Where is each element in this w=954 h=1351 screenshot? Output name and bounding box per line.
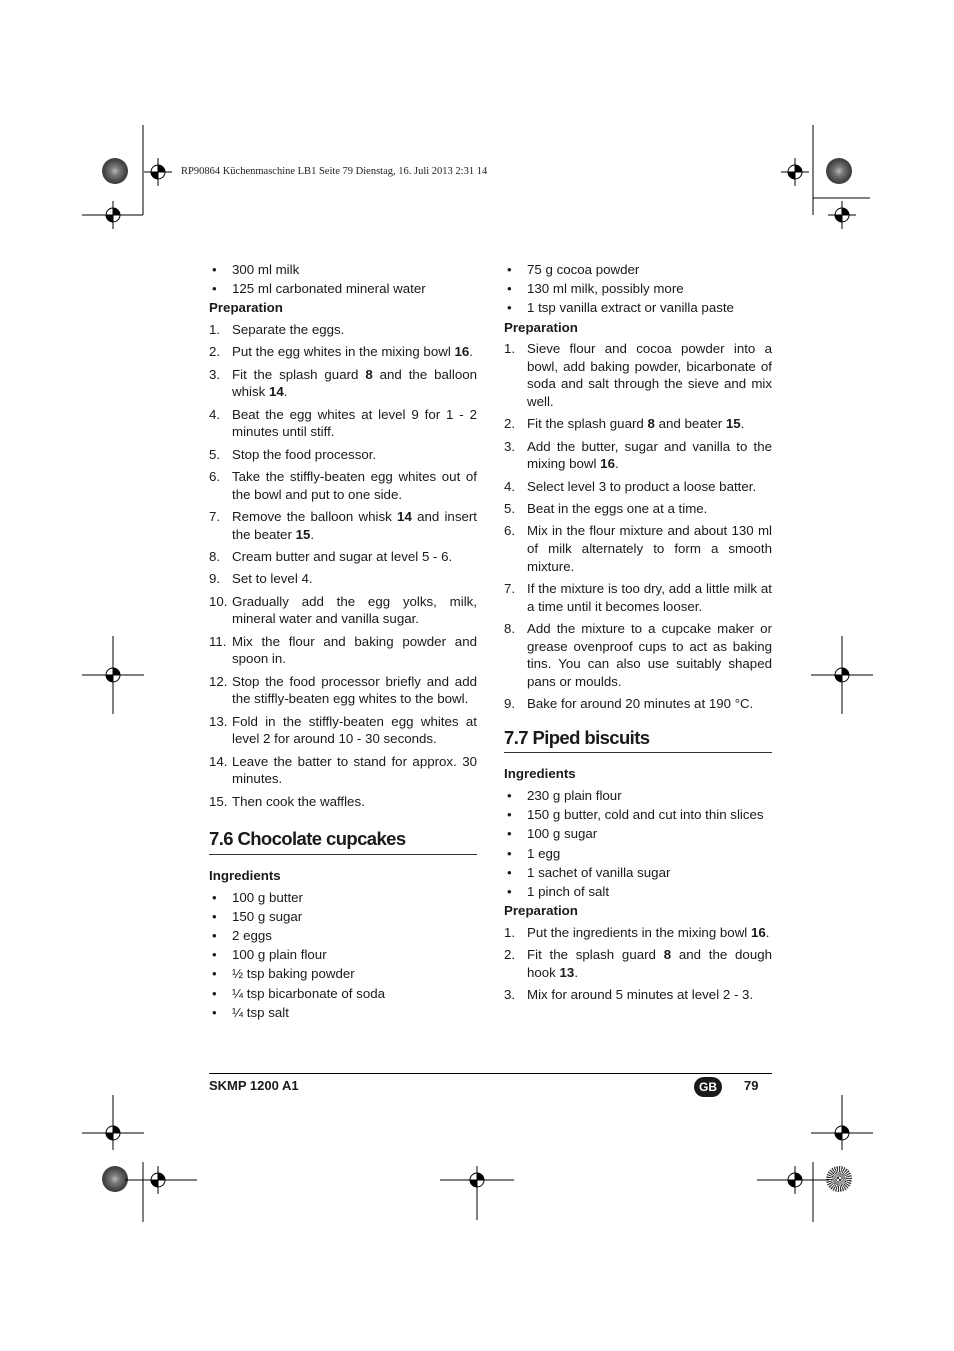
step-text: Stop the food processor briefly and add the stiffly-beaten egg whites to the bowl.: [232, 673, 477, 707]
step-number: 9.: [504, 696, 516, 712]
step-number: 4.: [209, 406, 221, 422]
preparation-heading: Preparation: [504, 903, 578, 919]
ingredients-heading: Ingredients: [504, 766, 576, 782]
preparation-heading: Preparation: [504, 319, 578, 335]
step-text: If the mixture is too dry, add a little milk at a time until it becomes looser.: [527, 581, 772, 614]
step-number: 8.: [209, 549, 221, 565]
step-item: [209, 366, 477, 401]
step-item: [504, 924, 772, 942]
step-number: 1.: [504, 341, 516, 357]
footer-rule: [209, 1073, 772, 1074]
list-item: • 2 eggs: [209, 927, 477, 945]
step-item: [504, 522, 772, 575]
step-item: [209, 406, 477, 441]
step-text: Bake for around 20 minutes at 190 °C.: [527, 696, 754, 712]
step-item: [504, 478, 772, 496]
step-item: [504, 500, 772, 518]
step-number: 2.: [504, 416, 516, 432]
step-item: [209, 673, 477, 708]
step-number: 10.: [209, 593, 228, 609]
step-item: [209, 446, 477, 464]
language-badge: GB: [694, 1077, 722, 1097]
list-item: • 75 g cocoa powder: [504, 261, 772, 279]
step-item: [504, 986, 772, 1004]
step-text: Fit the splash guard 8 and the dough hook 13.: [527, 947, 772, 980]
list-item: • 150 g butter, cold and cut into thin slices: [504, 806, 772, 824]
step-text: Separate the eggs.: [232, 321, 345, 337]
step-number: 1.: [209, 321, 221, 337]
list-item: • 150 g sugar: [209, 908, 477, 926]
step-text: Put the ingredients in the mixing bowl 16.: [527, 924, 770, 940]
step-item: [504, 580, 772, 615]
footer-model: SKMP 1200 A1: [209, 1078, 299, 1093]
page-number: 79: [744, 1078, 759, 1093]
step-number: 8.: [504, 621, 516, 637]
step-number: 9.: [209, 571, 221, 587]
step-item: [209, 713, 477, 748]
step-text: Beat the egg whites at level 9 for 1 - 2 minutes until stiff.: [232, 406, 477, 440]
step-item: [209, 793, 477, 811]
step-item: [209, 548, 477, 566]
step-number: 12.: [209, 673, 228, 689]
right-column: [504, 261, 772, 1008]
step-item: [504, 415, 772, 433]
list-item: • 1 sachet of vanilla sugar: [504, 864, 772, 882]
step-text: Add the mixture to a cupcake maker or grease ovenproof cups to act as baking tins. You can also use suitably shaped pans or moulds.: [527, 621, 772, 689]
step-number: 13.: [209, 713, 228, 729]
step-number: 7.: [504, 581, 516, 597]
step-number: 2.: [209, 344, 221, 360]
step-text: Mix in the flour mixture and about 130 ml of milk alternately to form a smooth mixture.: [527, 523, 772, 574]
step-item: [504, 946, 772, 981]
list-item: • 100 g plain flour: [209, 946, 477, 964]
step-text: Take the stiffly-beaten egg whites out of the bowl and put to one side.: [232, 469, 477, 502]
list-item: • 1 tsp vanilla extract or vanilla paste: [504, 299, 772, 317]
step-text: Sieve flour and cocoa powder into a bowl, add baking powder, bicarbonate of soda and salt through the sieve and mix well.: [527, 341, 772, 409]
print-slug: RP90864 Küchenmaschine LB1 Seite 79 Dienstag, 16. Juli 2013 2:31 14: [181, 166, 488, 177]
step-number: 6.: [504, 523, 516, 539]
step-text: Set to level 4.: [232, 571, 313, 587]
step-text: Mix the flour and baking powder and spoon in.: [232, 633, 477, 667]
step-text: Remove the balloon whisk 14 and insert the beater 15.: [232, 509, 477, 542]
step-number: 5.: [209, 446, 221, 462]
list-item: • 130 ml milk, possibly more: [504, 280, 772, 298]
step-number: 15.: [209, 793, 228, 809]
waffle-steps: [209, 321, 477, 810]
step-number: 3.: [504, 987, 516, 1003]
step-text: Gradually add the egg yolks, milk, mineral water and vanilla sugar.: [232, 593, 477, 627]
step-number: 6.: [209, 469, 221, 485]
step-item: [209, 570, 477, 588]
step-number: 3.: [504, 438, 516, 454]
list-item: • 125 ml carbonated mineral water: [209, 280, 477, 298]
step-number: 4.: [504, 478, 516, 494]
section-title-chocolate-cupcakes: 7.6 Chocolate cupcakes: [209, 830, 477, 855]
list-item: • 100 g butter: [209, 889, 477, 907]
step-number: 11.: [209, 633, 227, 649]
step-number: 5.: [504, 501, 516, 517]
step-item: [209, 468, 477, 503]
step-number: 1.: [504, 924, 516, 940]
step-item: [209, 753, 477, 788]
left-column: [209, 261, 477, 1023]
step-item: [209, 321, 477, 339]
list-item: • 300 ml milk: [209, 261, 477, 279]
step-number: 3.: [209, 366, 221, 382]
step-text: Beat in the eggs one at a time.: [527, 501, 708, 517]
step-text: Mix for around 5 minutes at level 2 - 3.: [527, 987, 754, 1003]
ingredients-heading: Ingredients: [209, 867, 281, 883]
list-item: • ¼ tsp bicarbonate of soda: [209, 985, 477, 1003]
step-text: Fold in the stiffly-beaten egg whites at level 2 for around 10 - 30 seconds.: [232, 713, 477, 747]
step-number: 7.: [209, 509, 221, 525]
cupcake-ingredients-cont: [504, 261, 772, 317]
biscuit-ingredients-list: [504, 787, 772, 901]
step-text: Select level 3 to product a loose batter.: [527, 478, 757, 494]
biscuit-steps: [504, 924, 772, 1004]
step-item: [209, 343, 477, 361]
list-item: • ½ tsp baking powder: [209, 965, 477, 983]
step-item: [209, 508, 477, 543]
cupcake-steps: [504, 340, 772, 713]
step-text: Fit the splash guard 8 and the balloon whisk 14.: [232, 366, 478, 400]
step-text: Add the butter, sugar and vanilla to the mixing bowl 16.: [527, 438, 772, 472]
preparation-heading: Preparation: [209, 300, 283, 316]
step-text: Leave the batter to stand for approx. 30 minutes.: [232, 753, 477, 787]
list-item: • 230 g plain flour: [504, 787, 772, 805]
step-item: [504, 695, 772, 713]
step-item: [504, 620, 772, 690]
step-number: 2.: [504, 947, 516, 963]
list-item: • 100 g sugar: [504, 825, 772, 843]
step-text: Then cook the waffles.: [232, 793, 365, 809]
waffle-ingredients-list: [209, 261, 477, 298]
list-item: • ¼ tsp salt: [209, 1004, 477, 1022]
step-text: Stop the food processor.: [232, 446, 377, 462]
step-text: Put the egg whites in the mixing bowl 16.: [232, 344, 473, 360]
step-text: Fit the splash guard 8 and beater 15.: [527, 416, 745, 432]
step-item: [209, 633, 477, 668]
step-text: Cream butter and sugar at level 5 - 6.: [232, 549, 453, 565]
section-title-piped-biscuits: 7.7 Piped biscuits: [504, 729, 772, 754]
list-item: • 1 pinch of salt: [504, 883, 772, 901]
step-item: [504, 340, 772, 410]
step-item: [504, 438, 772, 473]
step-item: [209, 593, 477, 628]
step-number: 14.: [209, 753, 228, 769]
list-item: • 1 egg: [504, 845, 772, 863]
cupcake-ingredients-list: [209, 889, 477, 1022]
